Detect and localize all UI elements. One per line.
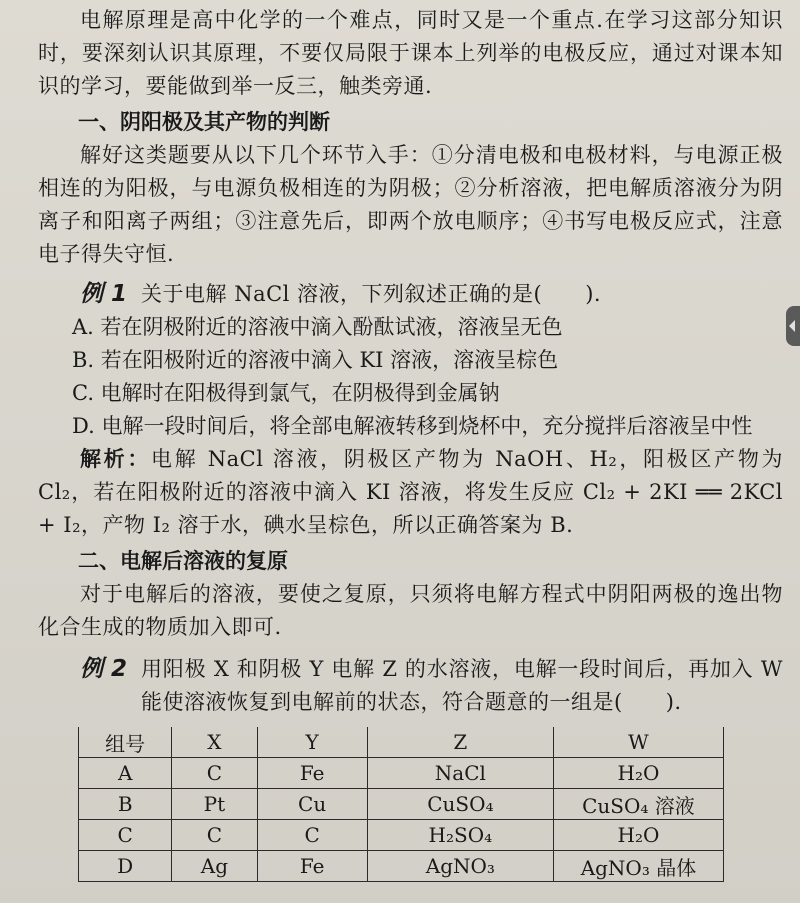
table-cell: Pt bbox=[172, 789, 257, 820]
table-cell: A bbox=[79, 758, 172, 789]
table-cell: D bbox=[79, 851, 172, 882]
table-cell: AgNO₃ 晶体 bbox=[553, 851, 723, 882]
table-cell: CuSO₄ 溶液 bbox=[553, 789, 723, 820]
analysis-label: 解析： bbox=[80, 447, 152, 471]
table-cell: H₂O bbox=[553, 758, 723, 789]
table-row bbox=[79, 851, 724, 882]
table-cell: C bbox=[172, 820, 257, 851]
analysis-text: 电解 NaCl 溶液，阴极区产物为 NaOH、H₂，阳极区产物为 Cl₂，若在阳极附近的溶液中滴入 KI 溶液，将发生反应 Cl₂ + 2KI ══ 2KCl + I₂，产物 I₂ 溶于水，碘水呈棕色，所以正确答案为 B. bbox=[38, 447, 783, 537]
table-header: Y bbox=[257, 727, 367, 758]
example1-analysis bbox=[38, 443, 783, 542]
intro-paragraph: 电解原理是高中化学的一个难点，同时又是一个重点.在学习这部分知识时，要深刻认识其原理，不要仅局限于课本上列举的电极反应，通过对课本知识的学习，要能做到举一反三，触类旁通. bbox=[38, 8, 783, 98]
section1-title: 一、阴阳极及其产物的判断 bbox=[78, 110, 330, 134]
section2-body: 对于电解后的溶液，要使之复原，只须将电解方程式中阴阳两极的逸出物化合生成的物质加入即可. bbox=[38, 582, 783, 639]
table-header: X bbox=[172, 727, 257, 758]
table-header: W bbox=[553, 727, 723, 758]
table-cell: Fe bbox=[257, 851, 367, 882]
example2-question: 用阳极 X 和阴极 Y 电解 Z 的水溶液，电解一段时间后，再加入 W 能使溶液恢复到电解前的状态，符合题意的一组是( ). bbox=[141, 657, 783, 714]
section2-title: 二、电解后溶液的复原 bbox=[78, 549, 288, 573]
example1-question: 关于电解 NaCl 溶液，下列叙述正确的是( ). bbox=[141, 282, 602, 306]
example2-question-line bbox=[38, 650, 783, 719]
example1-label: 例 1 bbox=[80, 281, 128, 307]
table-cell: H₂SO₄ bbox=[367, 820, 553, 851]
example1-option-c: C. 电解时在阳极得到氯气，在阴极得到金属钠 bbox=[72, 381, 500, 405]
table-cell: NaCl bbox=[367, 758, 553, 789]
example1-option-b: B. 若在阳极附近的溶液中滴入 KI 溶液，溶液呈棕色 bbox=[72, 348, 559, 372]
section1-body: 解好这类题要从以下几个环节入手：①分清电极和电极材料，与电源正极相连的为阳极，与电源负极相连的为阴极；②分析溶液，把电解质溶液分为阴离子和阳离子两组；③注意先后，即两个放电顺序；④书写电极反应式，注意电子得失守恒. bbox=[38, 143, 783, 266]
table-header-row bbox=[79, 727, 724, 758]
table-cell: AgNO₃ bbox=[367, 851, 553, 882]
example1-question-line bbox=[38, 275, 783, 311]
example1-option-a: A. 若在阴极附近的溶液中滴入酚酞试液，溶液呈无色 bbox=[72, 315, 563, 339]
table-row bbox=[79, 789, 724, 820]
table-cell: B bbox=[79, 789, 172, 820]
table-row bbox=[79, 758, 724, 789]
answer-table bbox=[78, 727, 724, 882]
table-cell: C bbox=[172, 758, 257, 789]
example1-option-d: D. 电解一段时间后，将全部电解液转移到烧杯中，充分搅拌后溶液呈中性 bbox=[72, 414, 753, 438]
table-row bbox=[79, 820, 724, 851]
table-cell: C bbox=[257, 820, 367, 851]
table-cell: C bbox=[79, 820, 172, 851]
table-cell: CuSO₄ bbox=[367, 789, 553, 820]
page-tab-arrow-icon[interactable] bbox=[786, 306, 800, 346]
table-cell: Ag bbox=[172, 851, 257, 882]
table-cell: Fe bbox=[257, 758, 367, 789]
table-header: Z bbox=[367, 727, 553, 758]
table-header: 组号 bbox=[79, 727, 172, 758]
example2-label: 例 2 bbox=[80, 656, 128, 682]
page-content bbox=[38, 4, 783, 719]
table-cell: H₂O bbox=[553, 820, 723, 851]
table-cell: Cu bbox=[257, 789, 367, 820]
